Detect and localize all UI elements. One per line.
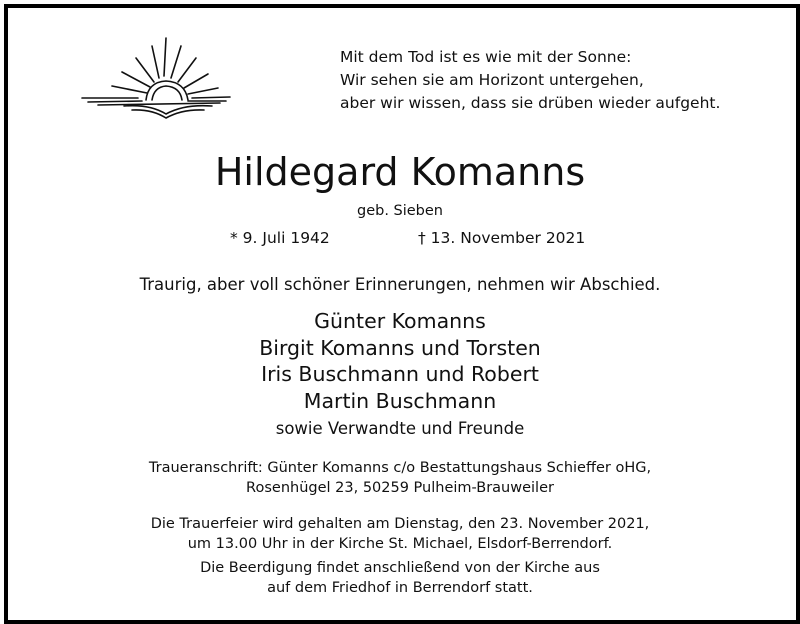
burial-line: auf dem Friedhof in Berrendorf statt. — [267, 580, 533, 596]
setting-sun-icon — [80, 34, 232, 122]
address-line: Traueranschrift: Günter Komanns c/o Bestattungshaus Schieffer oHG, — [148, 460, 652, 476]
mourning-address — [0, 458, 800, 498]
burial-info — [0, 558, 800, 598]
birth-name: geb. Sieben — [356, 203, 444, 219]
burial-line: Die Beerdigung findet anschließend von der Kirche aus — [200, 560, 600, 576]
quote-line: Wir sehen sie am Horizont untergehen, — [340, 71, 644, 89]
mourner-name: Birgit Komanns und Torsten — [259, 335, 541, 360]
deceased-name: Hildegard Komanns — [214, 150, 586, 194]
birth-date: * 9. Juli 1942 — [230, 229, 330, 247]
farewell-text: Traurig, aber voll schöner Erinnerungen, nehmen wir Abschied. — [139, 275, 661, 294]
mourner-name: Iris Buschmann und Robert — [261, 362, 539, 386]
address-line: Rosenhügel 23, 50259 Pulheim-Brauweiler — [246, 480, 554, 496]
funeral-service-info — [0, 514, 800, 554]
quote-line: Mit dem Tod ist es wie mit der Sonne: — [340, 48, 632, 66]
mourner-name: Martin Buschmann — [303, 388, 497, 413]
quote-line: aber wir wissen, dass sie drüben wieder aufgeht. — [340, 94, 721, 112]
mourner-name: Günter Komanns — [314, 309, 486, 333]
relatives-and-friends: sowie Verwandte und Freunde — [275, 419, 525, 438]
death-date: † 13. November 2021 — [418, 229, 586, 247]
quote-block — [340, 46, 720, 115]
mourners-list — [0, 308, 800, 442]
service-line: um 13.00 Uhr in der Kirche St. Michael, Elsdorf-Berrendorf. — [187, 536, 613, 552]
service-line: Die Trauerfeier wird gehalten am Dienstag, den 23. November 2021, — [150, 516, 650, 532]
